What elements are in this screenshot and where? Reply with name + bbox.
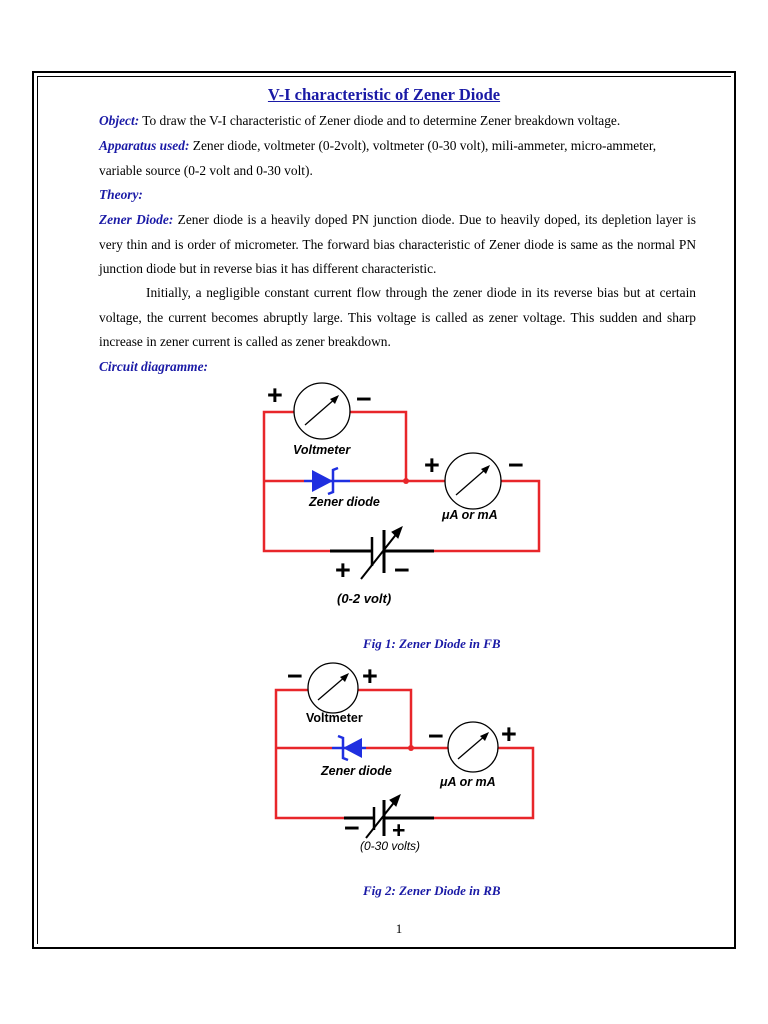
apparatus-text: Zener diode, voltmeter (0-2volt), voltmeter (0-30 volt), mili-ammeter, micro-ammeter, variable source (0-2 volt and 0-30 volt).: [99, 138, 657, 178]
object-text: To draw the V-I characteristic of Zener diode and to determine Zener breakdown voltage.: [142, 113, 621, 128]
fig1-ammeter-minus: −: [508, 450, 524, 480]
zener-text: Zener diode is a heavily doped PN junction diode. Due to heavily doped, its depletion layer is very thin and is order of micrometer. The forward bias characteristic of Zener diode is same as the normal PN junction diode but in reverse bias it has different characteristic.: [99, 212, 696, 276]
fig2-caption: Fig 2: Zener Diode in RB: [363, 883, 501, 898]
page-number: 1: [395, 921, 403, 936]
zener-diode-symbol-rb: [343, 738, 362, 758]
fig2-source-label: (0-30 volts): [360, 839, 421, 853]
fig1-caption: Fig 1: Zener Diode in FB: [363, 636, 501, 651]
fig1-source-plus: +: [335, 555, 351, 585]
voltmeter-icon-rb: [308, 663, 358, 713]
fig1-voltmeter-plus: +: [267, 380, 283, 410]
ammeter-icon-rb: [448, 722, 498, 772]
page-title: V-I characteristic of Zener Diode: [267, 85, 501, 104]
fig1-source-minus: −: [394, 555, 410, 585]
circuit-heading: Circuit diagramme:: [99, 359, 208, 374]
fig1-ammeter-label: μA or mA: [442, 508, 498, 522]
breakdown-paragraph: Initially, a negligible constant current flow through the zener diode in its reverse bias but at certain voltage, the current becomes abruptly large. This voltage is called as zener voltage. This sudden and sharp increase in zener current is called as zener breakdown.: [99, 285, 696, 349]
fig2-ammeter-minus: −: [428, 721, 444, 751]
fig2-diode-label: Zener diode: [321, 764, 392, 778]
fig2-voltmeter-minus: −: [287, 661, 303, 691]
fig1-source-label: (0-2 volt): [337, 591, 392, 606]
fig1-diode-label: Zener diode: [309, 495, 380, 509]
zener-label: Zener Diode:: [99, 212, 174, 227]
fig2-ammeter-plus: +: [501, 719, 517, 749]
theory-heading: Theory:: [99, 187, 143, 202]
fig1-voltmeter-label: Voltmeter: [293, 443, 351, 457]
object-label: Object:: [99, 113, 140, 128]
fig2-voltmeter-plus: +: [362, 661, 378, 691]
fig1-ammeter-plus: +: [424, 450, 440, 480]
fig1-voltmeter-minus: −: [356, 384, 372, 414]
fig2-ammeter-label: μA or mA: [440, 775, 496, 789]
apparatus-label: Apparatus used:: [99, 138, 190, 153]
fig2-voltmeter-label: Voltmeter: [306, 711, 363, 725]
fig2-source-minus: −: [344, 813, 360, 843]
fig2-source-plus: +: [392, 817, 406, 843]
